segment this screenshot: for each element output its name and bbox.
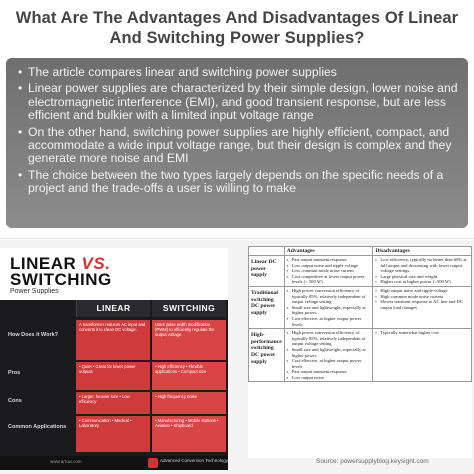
list-item: ▪ Cost effective, at higher output power levels (287, 316, 371, 327)
summary-bullet: • On the other hand, switching power supplies are highly efficient, compact, and accommodate a wide input voltage range, but their design is complex and they generate more noise and EMI (18, 126, 458, 166)
infographic-row-label: How Does it Work? (8, 332, 59, 338)
infographic-row-label: Pros (8, 370, 21, 376)
infographic-cell: • High efficiency • Flexible applications • Compact size (152, 362, 226, 390)
infographic-footer-brand: Advanced Conversion Technology (160, 458, 228, 463)
infographic-row-label: Cons (8, 398, 22, 404)
list-item: ▪ Higher cost at higher power (>500 W) (375, 279, 469, 285)
comparison-table (248, 246, 472, 382)
table-cell-advantages (284, 256, 373, 287)
list-item: ▪ Cost effective, at higher output power levels (287, 358, 371, 369)
infographic-title-linear: LINEAR (10, 254, 77, 273)
list-item: ▪ Slower transient response to AC line and DC output load changes (375, 299, 469, 310)
infographic-cell: • Quiet • Great for lower power outputs (76, 362, 150, 390)
infographic-cell: • High frequency noise (152, 392, 226, 414)
page-title: What Are The Advantages And Disadvantages Of Linear And Switching Power Supplies? (15, 9, 459, 47)
infographic-header (0, 248, 228, 300)
table-cell-advantages (284, 286, 373, 328)
infographic-image[interactable] (0, 248, 228, 470)
infographic-title-switching: SWITCHING (10, 270, 112, 289)
infographic-title-vs: VS. (81, 254, 111, 273)
infographic-cell: Uses pulse width modification (PWM) to efficiently regulate the output voltage. (152, 320, 226, 360)
infographic-col-switching: SWITCHING (152, 300, 226, 317)
table-row-heading: High-performance switching DC power supply (249, 329, 285, 382)
table-row (249, 286, 472, 328)
table-row-heading: Traditional switching DC power supply (249, 286, 285, 328)
list-item: ▪ Cost competitive at lower output power levels (< 500 W) (287, 274, 371, 285)
table-row (249, 329, 472, 382)
table-cell-disadvantages (373, 329, 472, 382)
table-row-heading: Linear DC power supply (249, 256, 285, 287)
summary-bullet: • The article compares linear and switching power supplies (18, 66, 458, 79)
infographic-cell: • Communication • Medical • Laboratory (76, 416, 150, 452)
infographic-cell: A transformer reduces AC input and converts it to clean DC voltage. (76, 320, 150, 360)
summary-list (18, 66, 458, 199)
infographic-cell: • Manufacturing • Mobile stations • Aviation • Shipboard (152, 416, 226, 452)
list-item: ▪ Large physical size and weight (375, 274, 469, 280)
list-item: ▪ Small size and lightweight, especially at higher power. (287, 347, 371, 358)
list-item: ▪ Low output noise and ripple voltage (287, 263, 371, 269)
table-cell-disadvantages (373, 256, 472, 287)
summary-bullet: • The choice between the two types largely depends on the specific needs of a project and the trade-offs a user is willing to make (18, 169, 458, 196)
summary-card (6, 58, 468, 228)
table-cell-disadvantages (373, 286, 472, 328)
table-header-disadvantages: Disadvantages (373, 247, 472, 256)
summary-bullet: • Linear power supplies are characterized by their simple design, lower noise and electromagnetic interference (EMI), and good transient response, but are less efficient and bulkier with a limited input voltage range (18, 82, 458, 122)
table-row (249, 256, 472, 287)
list-item: ▪ High power conversion efficiency of typically 85%, relatively independent of output voltage setting (287, 330, 371, 347)
infographic-cell: • Larger, heavier size • Low efficiency (76, 392, 150, 414)
infographic-footer-url: www.arrow.com (50, 459, 82, 464)
infographic-footer (0, 456, 228, 470)
infographic-col-linear: LINEAR (76, 300, 150, 317)
comparison-table-image[interactable] (248, 246, 472, 458)
list-item: ▪ Small size and lightweight, especially at higher power. (287, 305, 371, 316)
table-cell-advantages (284, 329, 373, 382)
list-item: ▪ Fast output transient response (287, 257, 371, 263)
table-corner-cell (249, 247, 285, 256)
list-item: ▪ High common mode noise current (375, 294, 469, 300)
list-item: ▪ Typically somewhat higher cost (375, 330, 469, 336)
list-item: ▪ Low output noise (287, 375, 371, 381)
list-item: ▪ High power conversion efficiency of typically 85%, relatively independent of output voltage setting (287, 288, 371, 305)
list-item: ▪ Fast output transient response (287, 369, 371, 375)
list-item: ▪ Low common mode noise current (287, 268, 371, 274)
image-source-caption: Source: powersupplyblog.keysight.com (316, 458, 429, 465)
table-header-advantages: Advantages (284, 247, 373, 256)
brand-logo-icon (148, 458, 158, 468)
list-item: ▪ Low efficiency, typically no better than 60% at full output and decreasing with lower output voltage settings. (375, 257, 469, 274)
infographic-row-label: Common Applications (8, 424, 67, 430)
infographic-subtitle: Power Supplies (10, 288, 59, 295)
list-item: ▪ High output noise and ripple voltage (375, 288, 469, 294)
